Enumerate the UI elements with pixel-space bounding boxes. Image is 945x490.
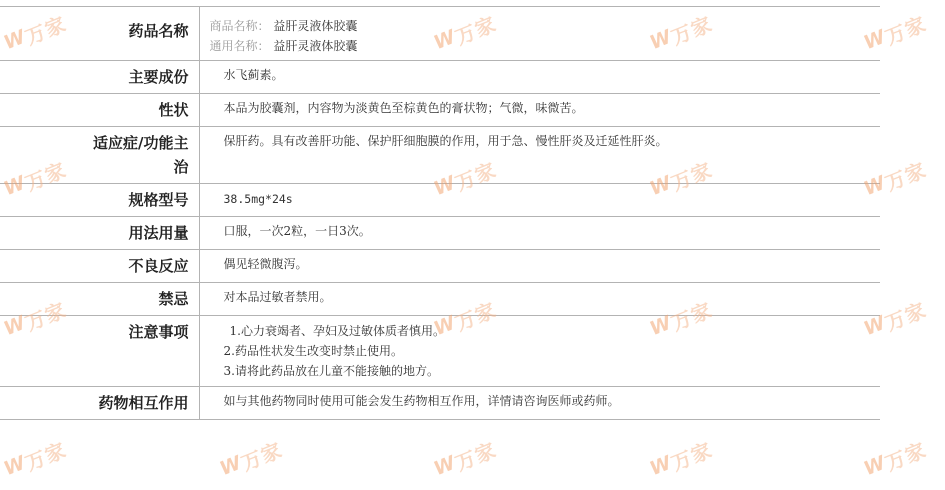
label-indications-line1: 适应症/功能主 bbox=[93, 134, 189, 152]
watermark-w-icon: W bbox=[860, 451, 889, 481]
label-precautions: 注意事项 bbox=[0, 316, 199, 387]
label-indications bbox=[0, 127, 199, 184]
watermark-w-icon: W bbox=[860, 171, 889, 201]
label-interactions: 药物相互作用 bbox=[0, 387, 199, 420]
label-appearance: 性状 bbox=[0, 94, 199, 127]
watermark-logo: W 万家 bbox=[860, 297, 930, 341]
row-interactions bbox=[0, 387, 880, 420]
trade-name-value: 益肝灵液体胶囊 bbox=[273, 19, 358, 33]
value-appearance: 本品为胶囊剂，内容物为淡黄色至棕黄色的膏状物；气微，味微苦。 bbox=[199, 94, 880, 127]
label-spec: 规格型号 bbox=[0, 184, 199, 217]
trade-name-label: 商品名称： bbox=[209, 19, 270, 33]
precaution-item: 3.请将此药品放在儿童不能接触的地方。 bbox=[223, 364, 439, 378]
value-dosage: 口服，一次2粒，一日3次。 bbox=[199, 217, 880, 250]
row-appearance bbox=[0, 94, 880, 127]
generic-name-label: 通用名称： bbox=[209, 39, 270, 53]
value-spec: 38.5mg*24s bbox=[199, 184, 880, 217]
watermark-w-icon: W bbox=[646, 25, 675, 55]
watermark-w-icon: W bbox=[646, 171, 675, 201]
watermark-logo: W 万家 bbox=[646, 157, 716, 201]
watermark-w-icon: W bbox=[0, 311, 29, 341]
value-drug-name bbox=[199, 7, 880, 61]
watermark-logo: W 万家 bbox=[860, 437, 930, 481]
row-spec bbox=[0, 184, 880, 217]
value-ingredients: 水飞蓟素。 bbox=[199, 61, 880, 94]
watermark-w-icon: W bbox=[0, 171, 29, 201]
drug-info-table bbox=[0, 6, 880, 420]
watermark-w-icon: W bbox=[646, 451, 675, 481]
row-contraindications bbox=[0, 283, 880, 316]
label-ingredients: 主要成份 bbox=[0, 61, 199, 94]
value-contraindications: 对本品过敏者禁用。 bbox=[199, 283, 880, 316]
watermark-logo: W 万家 bbox=[430, 437, 500, 481]
watermark-logo: W 万家 bbox=[646, 297, 716, 341]
row-precautions bbox=[0, 316, 880, 387]
label-adverse-reactions: 不良反应 bbox=[0, 250, 199, 283]
generic-name-value: 益肝灵液体胶囊 bbox=[273, 39, 358, 53]
value-interactions: 如与其他药物同时使用可能会发生药物相互作用，详情请咨询医师或药师。 bbox=[199, 387, 880, 420]
row-adverse-reactions bbox=[0, 250, 880, 283]
watermark-logo: W 万家 bbox=[0, 11, 70, 55]
watermark-w-icon: W bbox=[646, 311, 675, 341]
watermark-w-icon: W bbox=[0, 25, 29, 55]
watermark-logo: W 万家 bbox=[0, 437, 70, 481]
watermark-logo: W 万家 bbox=[430, 157, 500, 201]
label-dosage: 用法用量 bbox=[0, 217, 199, 250]
label-indications-line2: 治 bbox=[173, 158, 189, 176]
row-drug-name bbox=[0, 7, 880, 61]
value-adverse-reactions: 偶见轻微腹泻。 bbox=[199, 250, 880, 283]
watermark-logo: W 万家 bbox=[0, 157, 70, 201]
value-indications: 保肝药。具有改善肝功能、保护肝细胞膜的作用，用于急、慢性肝炎及迁延性肝炎。 bbox=[199, 127, 880, 184]
watermark-logo: W 万家 bbox=[646, 437, 716, 481]
watermark-logo: W 万家 bbox=[216, 437, 286, 481]
watermark-logo: W 万家 bbox=[430, 11, 500, 55]
value-precautions bbox=[199, 316, 880, 387]
precaution-item: 1.心力衰竭者、孕妇及过敏体质者慎用。 bbox=[229, 324, 445, 338]
label-drug-name: 药品名称 bbox=[0, 7, 199, 61]
watermark-w-icon: W bbox=[430, 25, 459, 55]
watermark-w-icon: W bbox=[860, 311, 889, 341]
watermark-logo: W 万家 bbox=[646, 11, 716, 55]
watermark-w-icon: W bbox=[216, 451, 245, 481]
label-contraindications: 禁忌 bbox=[0, 283, 199, 316]
watermark-logo: W 万家 bbox=[860, 11, 930, 55]
watermark-logo: W 万家 bbox=[860, 157, 930, 201]
watermark-logo: W 万家 bbox=[0, 297, 70, 341]
watermark-w-icon: W bbox=[0, 451, 29, 481]
watermark-w-icon: W bbox=[430, 311, 459, 341]
watermark-w-icon: W bbox=[430, 171, 459, 201]
watermark-logo: W 万家 bbox=[430, 297, 500, 341]
row-indications bbox=[0, 127, 880, 184]
precaution-item: 2.药品性状发生改变时禁止使用。 bbox=[223, 344, 403, 358]
watermark-w-icon: W bbox=[430, 451, 459, 481]
watermark-w-icon: W bbox=[860, 25, 889, 55]
row-ingredients bbox=[0, 61, 880, 94]
row-dosage bbox=[0, 217, 880, 250]
